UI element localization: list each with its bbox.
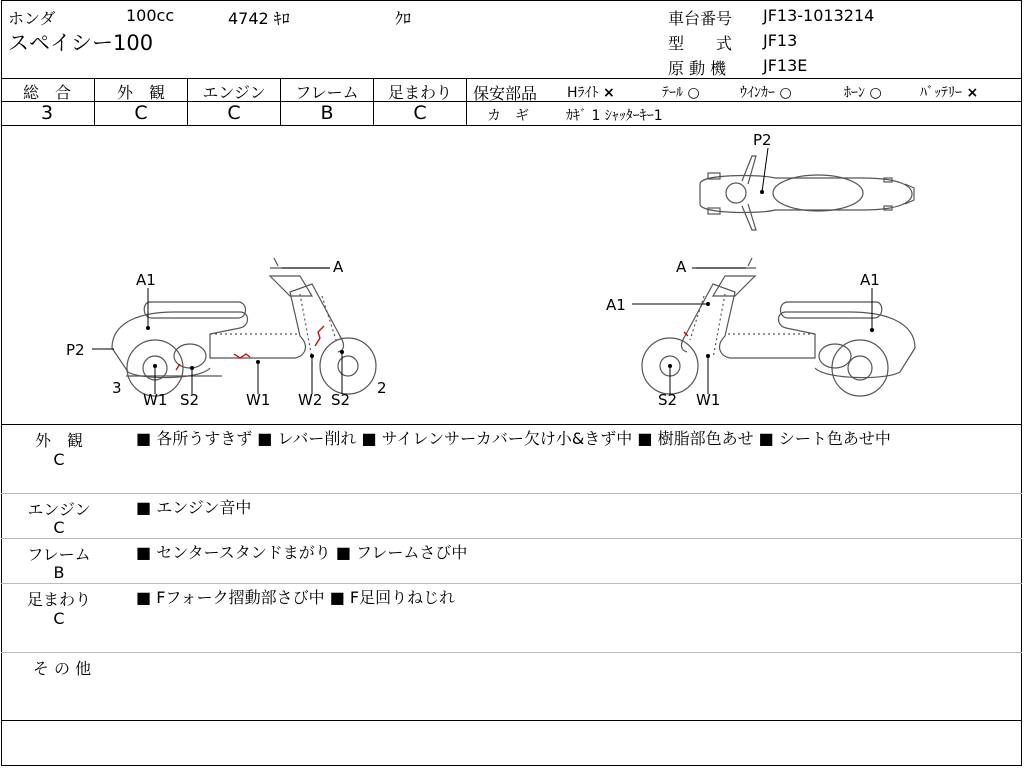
label-3: 3 xyxy=(112,379,122,397)
section-exterior-grade: C xyxy=(53,450,65,469)
section-engine-label: エンジン xyxy=(27,500,91,519)
section-exterior-label: 外 観 xyxy=(34,431,83,450)
section-suspension-label: 足まわり xyxy=(26,590,91,609)
grade-label-suspension: 足まわり xyxy=(387,83,452,102)
section-engine-note: ■ エンジン音中 xyxy=(136,498,252,517)
engine-label: 原 動 機 xyxy=(668,59,727,78)
grade-label-engine: エンジン xyxy=(202,83,266,102)
grade-value-frame: B xyxy=(320,102,334,124)
model-name: スペイシー100 xyxy=(8,31,154,55)
type-value: JF13 xyxy=(763,31,798,50)
label-a1-left: A1 xyxy=(136,271,156,289)
grade-value-exterior: C xyxy=(134,102,148,124)
section-suspension-grade: C xyxy=(53,609,65,628)
label-p2-top: P2 xyxy=(753,131,772,149)
grade-value-engine: C xyxy=(227,102,241,124)
type-label: 型 式 xyxy=(668,34,733,53)
chassis-value: JF13-1013214 xyxy=(763,6,875,25)
grade-label-frame: フレーム xyxy=(295,83,359,102)
damage-mark xyxy=(315,326,324,346)
section-frame-grade: B xyxy=(53,563,65,582)
label-w2: W2 xyxy=(298,391,323,409)
safety-item-horn: ﾎｰﾝ ○ xyxy=(844,85,882,101)
section-frame-note: ■ センタースタンドまがり ■ フレームさび中 xyxy=(136,543,468,562)
label-s2-right: S2 xyxy=(658,391,678,409)
safety-item-battery: ﾊﾞｯﾃﾘｰ × xyxy=(920,85,979,101)
safety-item-tail: ﾃｰﾙ ○ xyxy=(662,85,700,101)
key-label: カ ギ xyxy=(487,108,529,124)
divider xyxy=(1,720,1022,721)
mileage: 4742 ｷﾛ xyxy=(228,9,290,28)
label-w1-mid: W1 xyxy=(246,391,271,409)
section-frame-label: フレーム xyxy=(27,545,91,564)
label-w1-right: W1 xyxy=(696,391,721,409)
divider xyxy=(1,424,1022,425)
label-p2-left: P2 xyxy=(66,341,85,359)
section-engine-grade: C xyxy=(53,518,65,537)
grade-value-overall: 3 xyxy=(40,102,54,124)
chassis-label: 車台番号 xyxy=(668,9,733,28)
label-a-left: A xyxy=(333,258,344,276)
label-a1-rear: A1 xyxy=(860,271,880,289)
safety-item-winker: ｳｲﾝｶｰ ○ xyxy=(740,85,792,101)
label-a1-right: A1 xyxy=(606,296,626,314)
label-2: 2 xyxy=(377,379,387,397)
damage-mark xyxy=(176,364,180,370)
engine-value: JF13E xyxy=(763,56,808,75)
safety-label: 保安部品 xyxy=(473,84,538,103)
label-s2-rear: S2 xyxy=(331,391,351,409)
label-a-right: A xyxy=(676,258,687,276)
maker: ホンダ xyxy=(8,9,56,28)
section-suspension-note: ■ Fフォーク摺動部さび中 ■ F足回りねじれ xyxy=(136,588,456,607)
section-exterior-note: ■ 各所うすきず ■ レバー削れ ■ サイレンサーカバー欠け小&きず中 ■ 樹脂部色あせ ■ シート色あせ中 xyxy=(136,429,891,448)
divider xyxy=(1,493,1022,494)
divider xyxy=(1,652,1022,653)
grade-label-exterior: 外 観 xyxy=(116,83,165,102)
divider xyxy=(466,78,467,126)
label-w1-left: W1 xyxy=(143,391,168,409)
displacement: 100cc xyxy=(126,6,175,25)
key-value: ｶｷﾞ 1 ｼｬｯﾀｰｷｰ1 xyxy=(566,108,663,124)
label-s2-left: S2 xyxy=(180,391,200,409)
section-other-label: そ の 他 xyxy=(32,659,92,678)
divider xyxy=(1,78,1022,79)
safety-item-headlight: Hﾗｲﾄ × xyxy=(567,85,615,101)
divider xyxy=(1,538,1022,539)
scooter-top-view xyxy=(700,156,914,230)
grade-label-overall: 総 合 xyxy=(22,83,71,102)
color: ｸﾛ xyxy=(395,9,412,28)
divider xyxy=(1,583,1022,584)
grade-value-suspension: C xyxy=(413,102,427,124)
